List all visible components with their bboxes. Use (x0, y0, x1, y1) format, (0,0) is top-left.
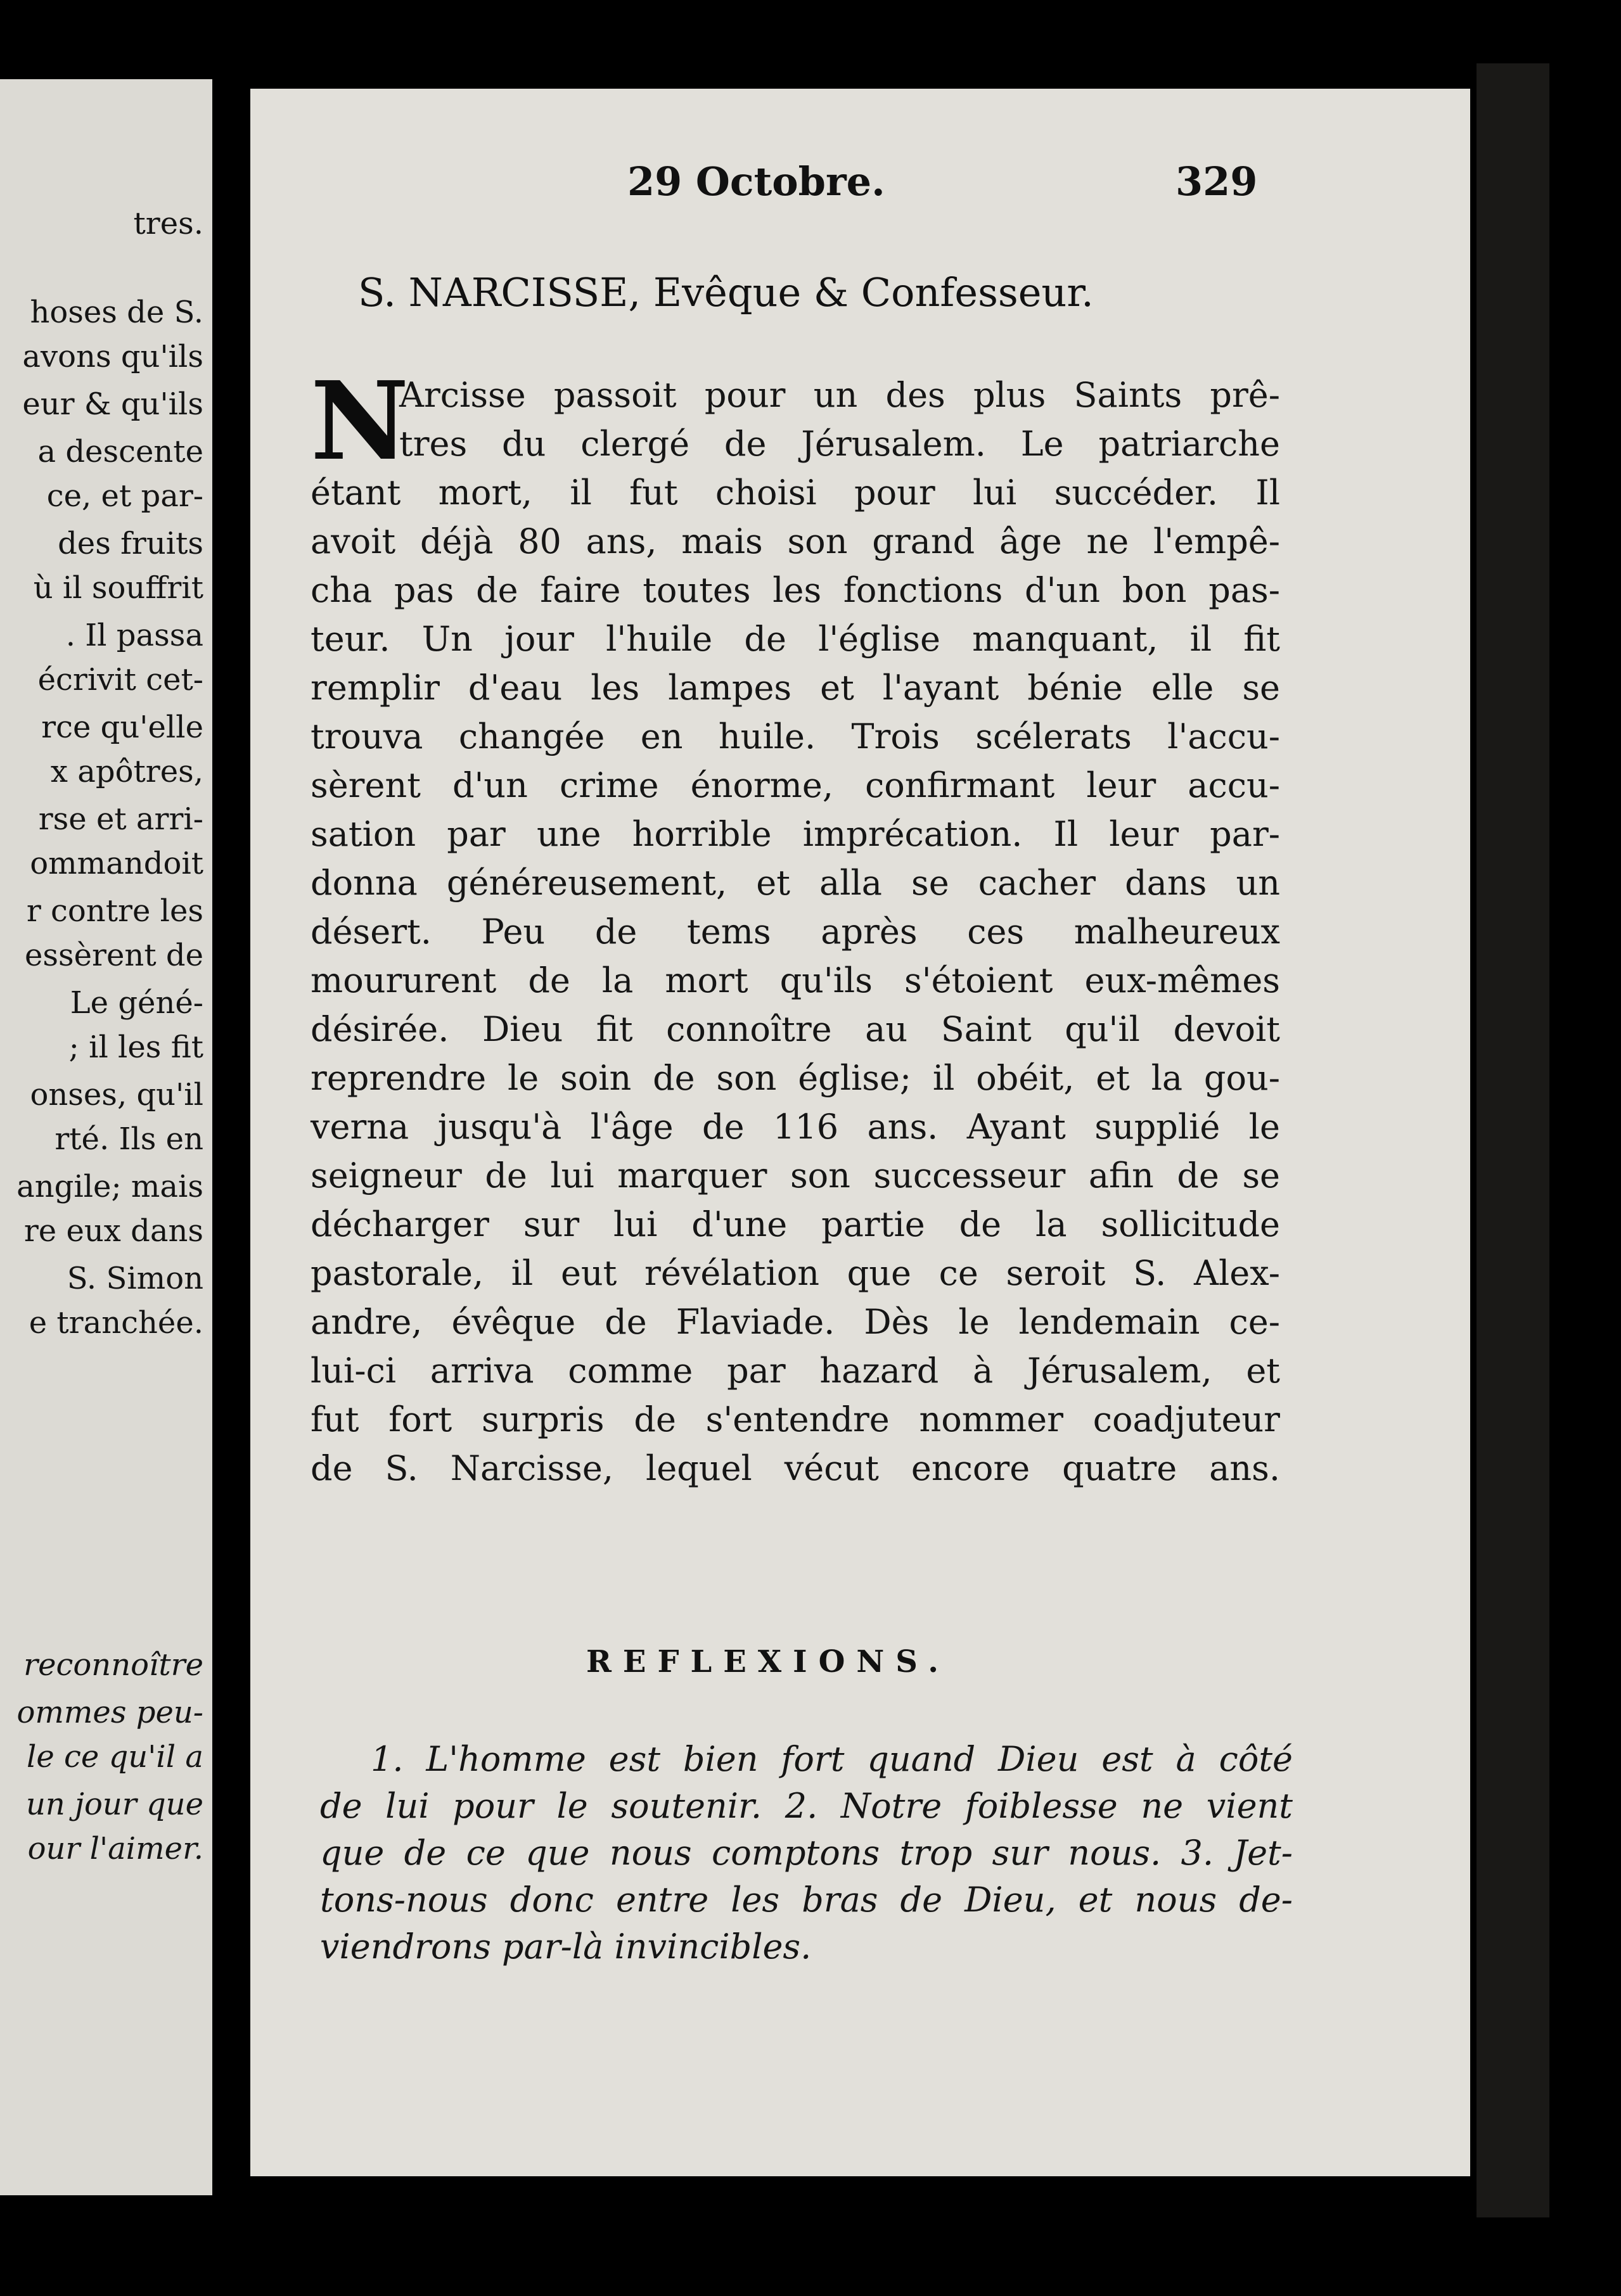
body-line: remplir d'eau les lampes et l'ayant bénie elle se (311, 668, 1280, 708)
body-line: lui-ci arriva comme par hazard à Jérusalem, et (311, 1351, 1280, 1391)
left-page-italic-line: our l'aimer. (27, 1831, 203, 1866)
reflexions-text (320, 1736, 1293, 1970)
left-page-line: x apôtres, (50, 754, 203, 789)
left-page-line: des fruits (58, 526, 203, 561)
body-line: sèrent d'un crime énorme, confirmant leur accu- (311, 765, 1280, 805)
reflexion-line: viendrons par-là invincibles. (320, 1927, 812, 1967)
left-page-line: rté. Ils en (54, 1121, 203, 1157)
left-page-italic-line: ommes peu- (16, 1695, 203, 1730)
left-page (0, 79, 212, 2195)
left-page-line: r contre les (26, 893, 203, 929)
left-page-line: a descente (37, 434, 203, 469)
left-page-line: ommandoit (30, 846, 203, 881)
left-page-italic-line: un jour que (25, 1787, 203, 1822)
body-line: sation par une horrible imprécation. Il leur par- (311, 814, 1280, 854)
saint-title: S. NARCISSE, Evêque & Confesseur. (358, 269, 1094, 316)
body-line: reprendre le soin de son église; il obéit, et la gou- (311, 1058, 1280, 1098)
left-page-italic-line: reconnoître (23, 1647, 203, 1683)
left-page-line: rce qu'elle (41, 710, 203, 745)
body-line: Arcisse passoit pour un des plus Saints prê- (399, 375, 1280, 415)
left-page-line: re eux dans (23, 1213, 203, 1249)
left-page-line: ù il souffrit (33, 570, 203, 606)
left-page-line: Le géné- (70, 985, 203, 1021)
body-line: désirée. Dieu fit connoître au Saint qu'il devoit (311, 1009, 1280, 1049)
body-line: décharger sur lui d'une partie de la sollicitude (311, 1204, 1280, 1244)
left-page-line: angile; mais (16, 1169, 203, 1204)
right-page (250, 89, 1470, 2176)
body-line: seigneur de lui marquer son successeur afin de se (311, 1156, 1280, 1196)
body-line: trouva changée en huile. Trois scélerats l'accu- (311, 717, 1280, 756)
body-line: avoit déjà 80 ans, mais son grand âge ne l'empê- (311, 521, 1280, 561)
running-head-date: 29 Octobre. (627, 158, 885, 205)
body-line: cha pas de faire toutes les fonctions d'un bon pas- (311, 570, 1280, 610)
left-page-line: essèrent de (24, 938, 203, 973)
left-page-line: hoses de S. (30, 295, 203, 330)
body-line: étant mort, il fut choisi pour lui succéder. Il (311, 473, 1280, 513)
body-line: moururent de la mort qu'ils s'étoient eux-mêmes (311, 960, 1280, 1000)
left-page-line: . Il passa (65, 618, 203, 653)
left-page-line: eur & qu'ils (22, 386, 203, 422)
left-page-line: tres. (133, 206, 203, 241)
left-page-line: écrivit cet- (37, 662, 203, 698)
body-line: fut fort surpris de s'entendre nommer coadjuteur (311, 1400, 1280, 1439)
body-line: andre, évêque de Flaviade. Dès le lendemain ce- (311, 1302, 1280, 1342)
body-line: de S. Narcisse, lequel vécut encore quatre ans. (311, 1448, 1280, 1488)
book-page-edges (1477, 63, 1549, 2217)
left-page-line: rse et arri- (38, 801, 203, 837)
left-page-line: ce, et par- (46, 478, 203, 514)
book-gutter (212, 0, 250, 2296)
body-line: teur. Un jour l'huile de l'église manquant, il fit (311, 619, 1280, 659)
left-page-line: e tranchée. (29, 1305, 203, 1341)
body-line: désert. Peu de tems après ces malheureux (311, 912, 1280, 952)
left-page-line: onses, qu'il (30, 1077, 203, 1113)
left-page-italic-line: le ce qu'il a (27, 1739, 203, 1775)
reflexions-heading: REFLEXIONS. (586, 1644, 950, 1680)
body-line: donna généreusement, et alla se cacher dans un (311, 863, 1280, 903)
body-line: verna jusqu'à l'âge de 116 ans. Ayant supplié le (311, 1107, 1280, 1147)
left-page-line: S. Simon (67, 1261, 203, 1296)
drop-cap: N (311, 358, 409, 485)
left-page-line: avons qu'ils (22, 339, 203, 374)
body-lines (311, 358, 1280, 1493)
reflexion-line: 1. L'homme est bien fort quand Dieu est à côté (371, 1739, 1293, 1779)
page-number: 329 (1176, 158, 1258, 205)
reflexion-line: de lui pour le soutenir. 2. Notre foiblesse ne vient (320, 1786, 1293, 1826)
reflexion-line: tons-nous donc entre les bras de Dieu, et nous de- (320, 1880, 1293, 1920)
left-page-line: ; il les fit (68, 1030, 203, 1065)
body-line: tres du clergé de Jérusalem. Le patriarche (399, 424, 1280, 464)
body-line: pastorale, il eut révélation que ce seroit S. Alex- (311, 1253, 1280, 1293)
body-text (311, 358, 1280, 1493)
reflexion-line: que de ce que nous comptons trop sur nous. 3. Jet- (320, 1833, 1293, 1873)
